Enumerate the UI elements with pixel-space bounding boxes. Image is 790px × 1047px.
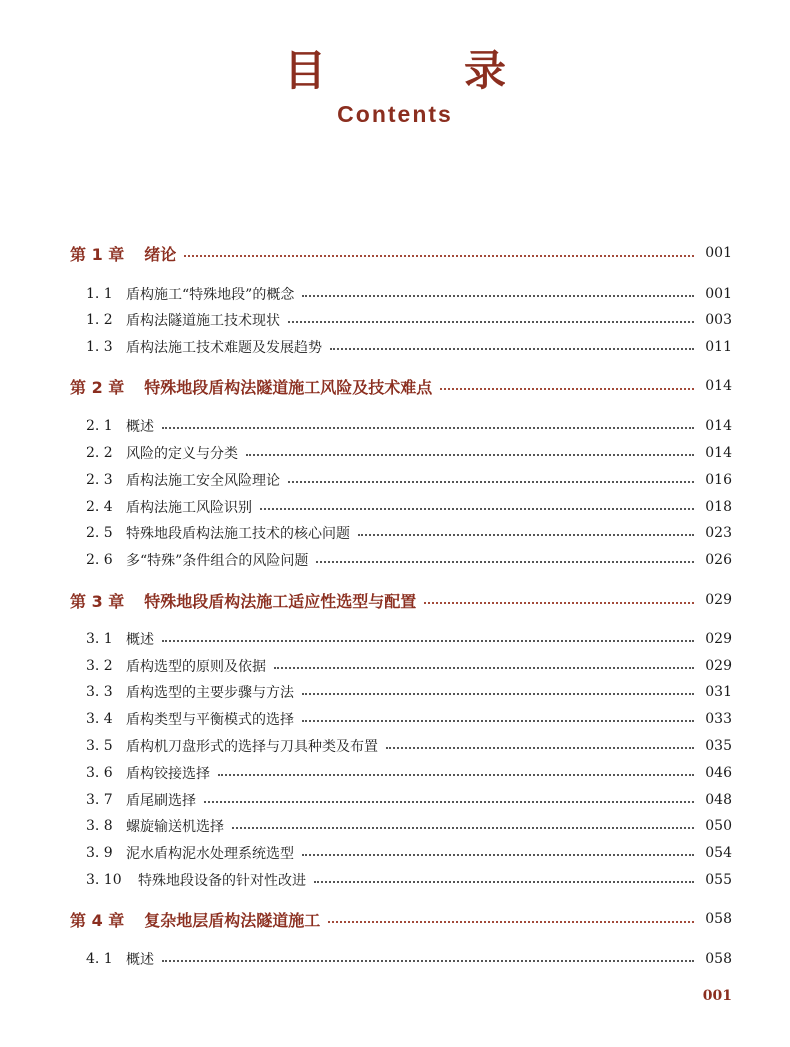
dot-leader	[162, 427, 694, 429]
dot-leader	[440, 388, 694, 390]
page-number: 016	[705, 472, 732, 488]
page-number: 001	[705, 286, 732, 302]
page-number: 014	[705, 418, 732, 434]
page-number: 029	[705, 658, 732, 674]
toc-section[interactable]	[86, 415, 732, 437]
page-subtitle: Contents	[337, 101, 453, 127]
toc-section[interactable]	[86, 735, 732, 757]
dot-leader	[302, 693, 694, 695]
toc-section[interactable]	[86, 815, 732, 837]
chapter-number: 第 1 章	[70, 244, 125, 264]
section-number: 1. 1	[86, 286, 113, 302]
toc-section[interactable]	[86, 948, 732, 970]
dot-leader	[424, 602, 694, 604]
section-title: 泥水盾构泥水处理系统选型	[126, 846, 294, 862]
page-number: 014	[705, 378, 732, 394]
section-number: 3. 1	[86, 631, 113, 647]
section-title: 多“特殊”条件组合的风险问题	[126, 553, 309, 569]
section-number: 2. 2	[86, 445, 113, 461]
toc-section[interactable]	[86, 309, 732, 331]
dot-leader	[386, 747, 694, 749]
section-title: 概述	[126, 419, 154, 435]
dot-leader	[302, 295, 694, 297]
section-number: 1. 3	[86, 339, 113, 355]
toc-section[interactable]	[86, 762, 732, 784]
dot-leader	[302, 854, 694, 856]
page-title: 目 录	[283, 46, 554, 95]
section-title: 盾构法施工技术难题及发展趋势	[126, 340, 322, 356]
page-number: 001	[705, 245, 732, 261]
page-number: 031	[705, 684, 732, 700]
page-number: 003	[705, 312, 732, 328]
section-title: 特殊地段设备的针对性改进	[138, 873, 306, 889]
toc-chapter[interactable]	[70, 906, 732, 932]
section-number: 3. 3	[86, 684, 113, 700]
chapter-title: 特殊地段盾构法隧道施工风险及技术难点	[144, 377, 433, 397]
section-number: 3. 5	[86, 738, 113, 754]
toc-section[interactable]	[86, 842, 732, 864]
section-title: 盾构法施工安全风险理论	[126, 473, 280, 489]
toc-section[interactable]	[86, 522, 732, 544]
page-number: 026	[705, 552, 732, 568]
dot-leader	[162, 960, 694, 962]
chapter-number: 第 4 章	[70, 910, 125, 930]
dot-leader	[232, 827, 694, 829]
section-title: 概述	[126, 632, 154, 648]
section-number: 3. 9	[86, 845, 113, 861]
dot-leader	[162, 640, 694, 642]
page-number: 033	[705, 711, 732, 727]
toc-section[interactable]	[86, 789, 732, 811]
page-number: 050	[705, 818, 732, 834]
dot-leader	[358, 534, 694, 536]
chapter-number: 第 3 章	[70, 591, 125, 611]
toc-section[interactable]	[86, 469, 732, 491]
toc-section[interactable]	[86, 869, 732, 891]
toc-section[interactable]	[86, 336, 732, 358]
section-number: 3. 2	[86, 658, 113, 674]
page-number: 055	[705, 872, 732, 888]
section-title: 风险的定义与分类	[126, 446, 238, 462]
section-title: 盾构法隧道施工技术现状	[126, 313, 280, 329]
page-number: 011	[705, 339, 732, 355]
toc-chapter[interactable]	[70, 373, 732, 399]
dot-leader	[218, 774, 694, 776]
page-number: 018	[705, 499, 732, 515]
page-number: 014	[705, 445, 732, 461]
dot-leader	[204, 801, 694, 803]
dot-leader	[260, 508, 694, 510]
section-title: 盾构选型的原则及依据	[126, 659, 266, 675]
section-number: 3. 6	[86, 765, 113, 781]
toc-section[interactable]	[86, 549, 732, 571]
section-title: 盾构类型与平衡模式的选择	[126, 712, 294, 728]
chapter-title: 绪论	[144, 244, 177, 264]
page-number: 023	[705, 525, 732, 541]
section-number: 2. 6	[86, 552, 113, 568]
page-folio: 001	[702, 988, 732, 1004]
page-number: 029	[705, 631, 732, 647]
dot-leader	[330, 348, 694, 350]
dot-leader	[184, 255, 694, 257]
section-number: 2. 4	[86, 499, 113, 515]
section-number: 2. 1	[86, 418, 113, 434]
section-number: 2. 5	[86, 525, 113, 541]
page-number: 029	[705, 592, 732, 608]
dot-leader	[328, 921, 694, 923]
toc-section[interactable]	[86, 442, 732, 464]
section-number: 3. 10	[86, 872, 122, 888]
toc-section[interactable]	[86, 628, 732, 650]
section-title: 特殊地段盾构法施工技术的核心问题	[126, 526, 350, 542]
section-title: 盾尾刷选择	[126, 793, 196, 809]
section-number: 2. 3	[86, 472, 113, 488]
section-number: 3. 8	[86, 818, 113, 834]
section-number: 3. 4	[86, 711, 113, 727]
toc-section[interactable]	[86, 496, 732, 518]
section-title: 盾构施工“特殊地段”的概念	[126, 287, 295, 303]
dot-leader	[274, 667, 694, 669]
chapter-title: 复杂地层盾构法隧道施工	[144, 910, 321, 930]
section-title: 盾构铰接选择	[126, 766, 210, 782]
toc-chapter[interactable]	[70, 240, 732, 266]
chapter-title: 特殊地段盾构法施工适应性选型与配置	[144, 591, 417, 611]
page-number: 058	[705, 911, 732, 927]
dot-leader	[288, 481, 694, 483]
section-title: 螺旋输送机选择	[126, 819, 224, 835]
chapter-number: 第 2 章	[70, 377, 125, 397]
dot-leader	[316, 561, 694, 563]
dot-leader	[246, 454, 694, 456]
page-number: 046	[705, 765, 732, 781]
page-number: 048	[705, 792, 732, 808]
dot-leader	[288, 321, 694, 323]
section-title: 盾构法施工风险识别	[126, 500, 252, 516]
page-number: 035	[705, 738, 732, 754]
section-title: 盾构选型的主要步骤与方法	[126, 685, 294, 701]
section-number: 1. 2	[86, 312, 113, 328]
dot-leader	[314, 881, 694, 883]
section-number: 3. 7	[86, 792, 113, 808]
toc-section[interactable]	[86, 655, 732, 677]
toc-section[interactable]	[86, 681, 732, 703]
dot-leader	[302, 720, 694, 722]
toc-section[interactable]	[86, 283, 732, 305]
toc-section[interactable]	[86, 708, 732, 730]
section-title: 盾构机刀盘形式的选择与刀具种类及布置	[126, 739, 378, 755]
section-title: 概述	[126, 952, 154, 968]
page-number: 058	[705, 951, 732, 967]
section-number: 4. 1	[86, 951, 113, 967]
toc-chapter[interactable]	[70, 587, 732, 613]
page-number: 054	[705, 845, 732, 861]
